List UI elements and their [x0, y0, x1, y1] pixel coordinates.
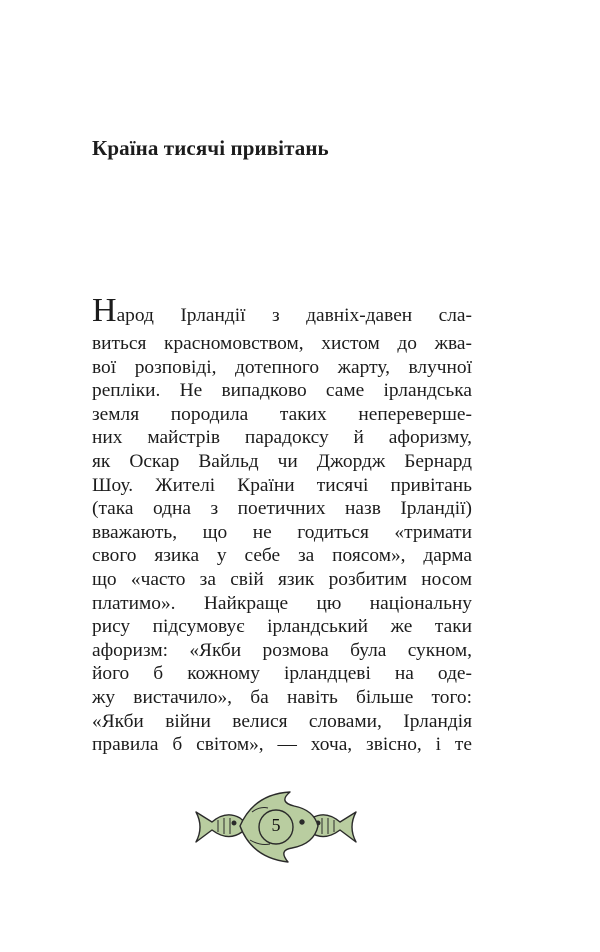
text-line: вважають, що не годиться «тримати — [92, 521, 472, 543]
text-line: його б кожному ірландцеві на оде- — [92, 663, 472, 685]
text-line: (така одна з поетичних назв Ірландії) — [92, 498, 472, 520]
body-paragraph — [92, 294, 472, 757]
text-line: рису підсумовує ірландський же таки — [92, 616, 472, 638]
text-line: жу вистачило», ба навіть більше того: — [92, 686, 472, 708]
text-line: земля породила таких неперевершe- — [92, 403, 472, 425]
text-line: «Якби війни велися словами, Ірландія — [92, 710, 472, 732]
text-line: них майстрів парадоксу й афоризму, — [92, 427, 472, 449]
chapter-title: Країна тисячі привітань — [92, 136, 329, 160]
text-line: як Оскар Вайльд чи Джордж Бернард — [92, 450, 472, 472]
drop-cap: Н — [92, 292, 117, 329]
text-line: Шоу. Жителі Країни тисячі привітань — [92, 474, 472, 496]
text-line: Народ Ірландії з давніх-давен сла- — [92, 292, 472, 329]
text-line: вої розповіді, дотепного жарту, влучної — [92, 356, 472, 378]
page-number: 5 — [271, 815, 281, 835]
text-line: виться красномовством, хистом до жва- — [92, 333, 472, 354]
left-fish-icon — [196, 812, 245, 842]
text-line: платимо». Найкраще цю національну — [92, 592, 472, 614]
text-line: що «часто за свій язик розбитим носом — [92, 568, 472, 590]
text-line: афоризм: «Якби розмова була сукном, — [92, 639, 472, 661]
text-line: правила б світом», — хоча, звісно, і те — [92, 734, 472, 756]
text-line: свого язика у себе за поясом», дарма — [92, 545, 472, 567]
text-line: репліки. Не випадково саме ірландська — [92, 380, 472, 402]
